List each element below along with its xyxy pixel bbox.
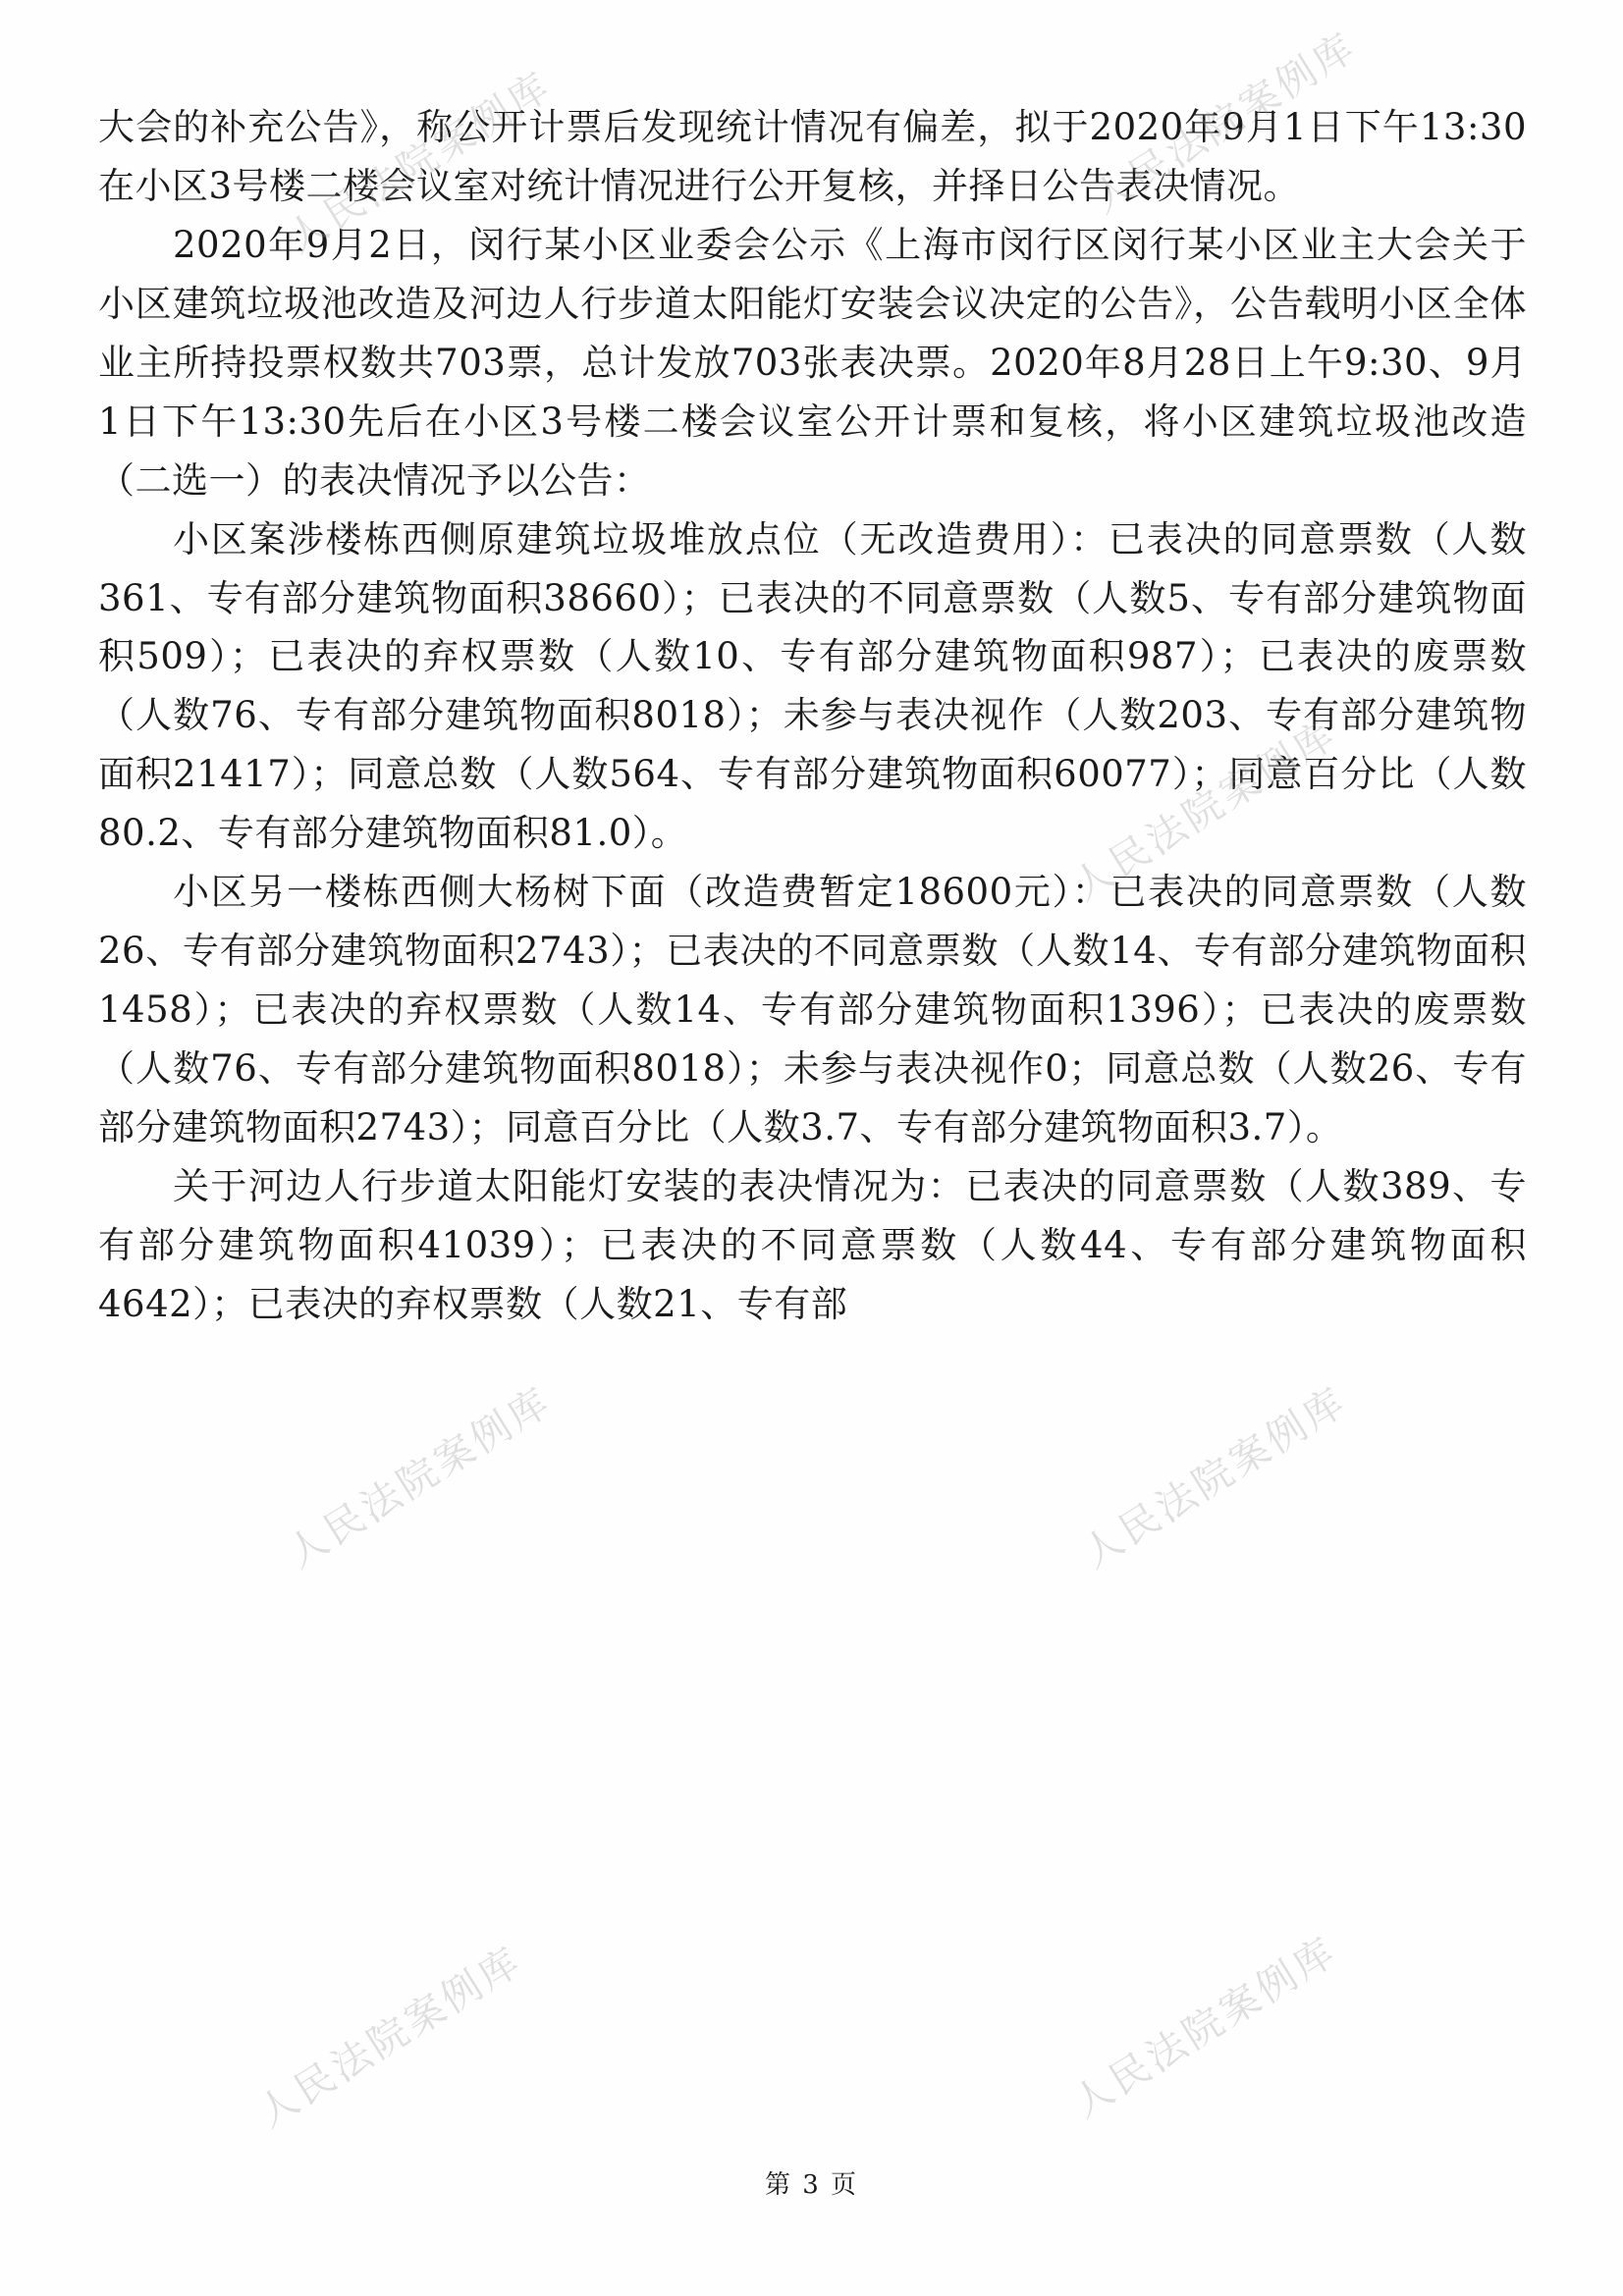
paragraph-4: 小区另一楼栋西侧大杨树下面（改造费暂定18600元）：已表决的同意票数（人数26、专有部分建筑物面积2743）；已表决的不同意票数（人数14、专有部分建筑物面积1458）；已表决的弃权票数（人数14、专有部分建筑物面积1396）；已表决的废票数（人数76、专有部分建筑物面积8018）；未参与表决视作0；同意总数（人数26、专有部分建筑物面积2743）；同意百分比（人数3.7、专有部分建筑物面积3.7）。 bbox=[98, 871, 1527, 1148]
watermark: 人民法院案例库 bbox=[249, 1938, 531, 2137]
paragraph-3: 小区案涉楼栋西侧原建筑垃圾堆放点位（无改造费用）：已表决的同意票数（人数361、专有部分建筑物面积38660）；已表决的不同意票数（人数5、专有部分建筑物面积509）；已表决的弃权票数（人数10、专有部分建筑物面积987）；已表决的废票数（人数76、专有部分建筑物面积8018）；未参与表决视作（人数203、专有部分建筑物面积21417）；同意总数（人数564、专有部分建筑物面积60077）；同意百分比（人数80.2、专有部分建筑物面积81.0）。 bbox=[98, 517, 1527, 855]
document-body bbox=[98, 98, 1527, 1334]
paragraph-2: 2020年9月2日，闵行某小区业委会公示《上海市闵行区闵行某小区业主大会关于小区建筑垃圾池改造及河边人行步道太阳能灯安装会议决定的公告》，公告载明小区全体业主所持投票权数共703票，总计发放703张表决票。2020年8月28日上午9:30、9月1日下午13:30先后在小区3号楼二楼会议室公开计票和复核，将小区建筑垃圾池改造（二选一）的表决情况予以公告： bbox=[98, 223, 1527, 502]
watermark: 人民法院案例库 bbox=[1064, 1928, 1346, 2127]
watermark: 人民法院案例库 bbox=[279, 1378, 561, 1577]
watermark: 人民法院案例库 bbox=[1064, 711, 1346, 910]
watermark: 人民法院案例库 bbox=[1084, 24, 1366, 223]
watermark: 人民法院案例库 bbox=[279, 63, 561, 262]
watermark: 人民法院案例库 bbox=[1074, 1378, 1356, 1577]
paragraph-5: 关于河边人行步道太阳能灯安装的表决情况为：已表决的同意票数（人数389、专有部分建筑物面积41039）；已表决的不同意票数（人数44、专有部分建筑物面积4642）；已表决的弃权票数（人数21、专有部 bbox=[98, 1164, 1527, 1325]
paragraph-1: 大会的补充公告》，称公开计票后发现统计情况有偏差，拟于2020年9月1日下午13:30在小区3号楼二楼会议室对统计情况进行公开复核，并择日公告表决情况。 bbox=[98, 106, 1527, 207]
page-footer: 第 3 页 bbox=[764, 2170, 859, 2200]
